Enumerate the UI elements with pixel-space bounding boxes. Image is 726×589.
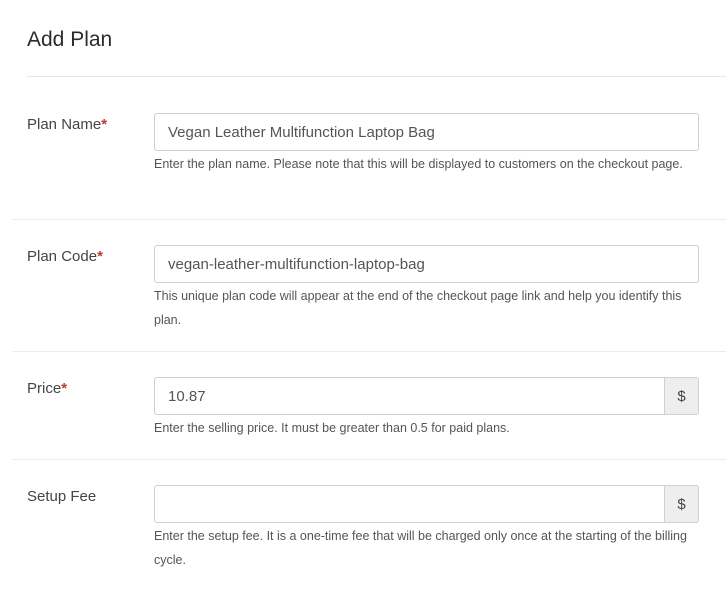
price-label-text: Price <box>27 380 62 397</box>
plan-name-field-wrap <box>154 113 699 151</box>
required-asterisk: * <box>61 380 68 397</box>
setup-fee-help: Enter the setup fee. It is a one-time fee that will be charged only once at the starting of the billing cycle. <box>154 529 687 567</box>
plan-name-label-text: Plan Name <box>27 116 102 133</box>
setup-fee-input[interactable] <box>154 485 664 523</box>
plan-code-field-wrap <box>154 245 699 283</box>
price-label <box>27 379 67 399</box>
title-divider <box>27 76 726 77</box>
price-field-wrap <box>154 377 699 415</box>
row-divider <box>12 351 726 352</box>
plan-code-input[interactable] <box>154 245 699 283</box>
plan-name-help: Enter the plan name. Please note that this will be displayed to customers on the checkout page. <box>154 157 683 171</box>
row-divider <box>12 459 726 460</box>
plan-name-input[interactable] <box>154 113 699 151</box>
page-title: Add Plan <box>27 28 113 51</box>
price-currency-addon: $ <box>664 377 699 415</box>
required-asterisk: * <box>97 248 103 265</box>
setup-fee-label-text: Setup Fee <box>27 488 97 505</box>
setup-fee-field-wrap <box>154 485 699 523</box>
setup-fee-currency-addon: $ <box>664 485 699 523</box>
plan-code-label-text: Plan Code <box>27 248 98 265</box>
price-input[interactable] <box>154 377 664 415</box>
plan-code-label <box>27 247 103 267</box>
price-help: Enter the selling price. It must be greater than 0.5 for paid plans. <box>154 421 510 435</box>
plan-code-help: This unique plan code will appear at the end of the checkout page link and help you identify this plan. <box>154 289 682 327</box>
row-divider <box>12 219 726 220</box>
required-asterisk: * <box>101 116 108 133</box>
plan-name-label <box>27 115 107 135</box>
setup-fee-label <box>27 487 96 507</box>
